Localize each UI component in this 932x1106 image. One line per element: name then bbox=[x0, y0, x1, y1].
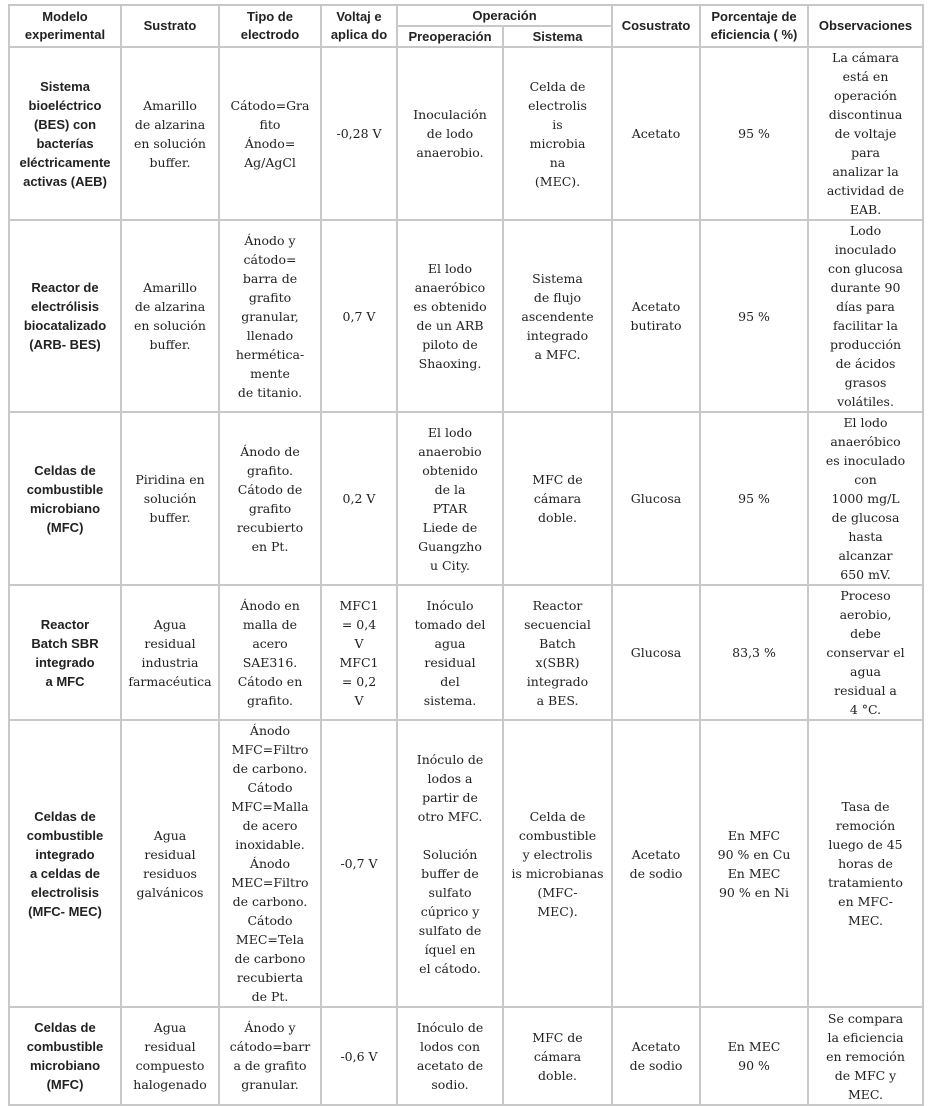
cell-preoperation: El lodo anaerobio obtenido de la PTAR Liede de Guangzho u City. bbox=[397, 412, 503, 585]
cell-system: MFC de cámara doble. bbox=[503, 1007, 612, 1105]
cell-system: Celda de electrolis is microbia na (MEC). bbox=[503, 47, 612, 220]
cell-voltage: MFC1 = 0,4 V MFC1 = 0,2 V bbox=[321, 585, 397, 720]
cell-model: Celdas de combustible integrado a celdas de electrolisis (MFC- MEC) bbox=[9, 720, 121, 1007]
cell-substrate: Amarillo de alzarina en solución buffer. bbox=[121, 220, 219, 412]
cell-electrode: Ánodo y cátodo=barr a de grafito granular. bbox=[219, 1007, 321, 1105]
cell-voltage: -0,28 V bbox=[321, 47, 397, 220]
cell-voltage: 0,7 V bbox=[321, 220, 397, 412]
table-row bbox=[9, 220, 923, 412]
cell-cosubstrate: Glucosa bbox=[612, 585, 700, 720]
cell-substrate: Amarillo de alzarina en solución buffer. bbox=[121, 47, 219, 220]
header-electrode: Tipo de electrodo bbox=[219, 5, 321, 47]
header-voltage: Voltaj e aplica do bbox=[321, 5, 397, 47]
cell-efficiency: 95 % bbox=[700, 412, 808, 585]
cell-electrode: Ánodo y cátodo= barra de grafito granular, llenado hermética- mente de titanio. bbox=[219, 220, 321, 412]
cell-substrate: Agua residual compuesto halogenado bbox=[121, 1007, 219, 1105]
cell-electrode: Ánodo MFC=Filtro de carbono. Cátodo MFC=Malla de acero inoxidable. Ánodo MEC=Filtro de carbono. Cátodo MEC=Tela de carbono recubierta de Pt. bbox=[219, 720, 321, 1007]
header-cosubstrate: Cosustrato bbox=[612, 5, 700, 47]
cell-system: Sistema de flujo ascendente integrado a MFC. bbox=[503, 220, 612, 412]
cell-substrate: Agua residual residuos galvánicos bbox=[121, 720, 219, 1007]
cell-preoperation: Inóculo de lodos a partir de otro MFC. Solución buffer de sulfato cúprico y sulfato de íquel en el cátodo. bbox=[397, 720, 503, 1007]
cell-model: Reactor de electrólisis biocatalizado (ARB- BES) bbox=[9, 220, 121, 412]
cell-substrate: Agua residual industria farmacéutica bbox=[121, 585, 219, 720]
cell-model: Celdas de combustible microbiano (MFC) bbox=[9, 412, 121, 585]
cell-cosubstrate: Glucosa bbox=[612, 412, 700, 585]
cell-voltage: 0,2 V bbox=[321, 412, 397, 585]
cell-system: Celda de combustible y electrolis is microbianas (MFC- MEC). bbox=[503, 720, 612, 1007]
table-row bbox=[9, 412, 923, 585]
cell-electrode: Cátodo=Gra fito Ánodo= Ag/AgCl bbox=[219, 47, 321, 220]
cell-voltage: -0,6 V bbox=[321, 1007, 397, 1105]
header-substrate: Sustrato bbox=[121, 5, 219, 47]
cell-observations: Tasa de remoción luego de 45 horas de tratamiento en MFC- MEC. bbox=[808, 720, 923, 1007]
header-observations: Observaciones bbox=[808, 5, 923, 47]
cell-observations: La cámara está en operación discontinua de voltaje para analizar la actividad de EAB. bbox=[808, 47, 923, 220]
cell-cosubstrate: Acetato butirato bbox=[612, 220, 700, 412]
cell-electrode: Ánodo en malla de acero SAE316. Cátodo en grafito. bbox=[219, 585, 321, 720]
cell-electrode: Ánodo de grafito. Cátodo de grafito recubierto en Pt. bbox=[219, 412, 321, 585]
header-preoperation: Preoperación bbox=[397, 26, 503, 47]
header-system: Sistema bbox=[503, 26, 612, 47]
header-efficiency: Porcentaje de eficiencia ( %) bbox=[700, 5, 808, 47]
cell-efficiency: 95 % bbox=[700, 220, 808, 412]
cell-system: MFC de cámara doble. bbox=[503, 412, 612, 585]
cell-cosubstrate: Acetato de sodio bbox=[612, 720, 700, 1007]
cell-observations: Lodo inoculado con glucosa durante 90 días para facilitar la producción de ácidos grasos volátiles. bbox=[808, 220, 923, 412]
table-row bbox=[9, 47, 923, 220]
header-operation: Operación bbox=[397, 5, 612, 26]
cell-preoperation: Inoculación de lodo anaerobio. bbox=[397, 47, 503, 220]
cell-preoperation: Inóculo de lodos con acetato de sodio. bbox=[397, 1007, 503, 1105]
cell-voltage: -0,7 V bbox=[321, 720, 397, 1007]
cell-cosubstrate: Acetato de sodio bbox=[612, 1007, 700, 1105]
cell-preoperation: El lodo anaeróbico es obtenido de un ARB piloto de Shaoxing. bbox=[397, 220, 503, 412]
cell-substrate: Piridina en solución buffer. bbox=[121, 412, 219, 585]
cell-model: Celdas de combustible microbiano (MFC) bbox=[9, 1007, 121, 1105]
cell-efficiency: 83,3 % bbox=[700, 585, 808, 720]
header-model: Modelo experimental bbox=[9, 5, 121, 47]
cell-model: Reactor Batch SBR integrado a MFC bbox=[9, 585, 121, 720]
cell-efficiency: 95 % bbox=[700, 47, 808, 220]
table-row bbox=[9, 1007, 923, 1105]
cell-model: Sistema bioeléctrico (BES) con bacterías eléctricamente activas (AEB) bbox=[9, 47, 121, 220]
cell-efficiency: En MEC 90 % bbox=[700, 1007, 808, 1105]
cell-observations: El lodo anaeróbico es inoculado con 1000 mg/L de glucosa hasta alcanzar 650 mV. bbox=[808, 412, 923, 585]
experimental-models-table bbox=[8, 4, 924, 1106]
cell-system: Reactor secuencial Batch x(SBR) integrado a BES. bbox=[503, 585, 612, 720]
cell-cosubstrate: Acetato bbox=[612, 47, 700, 220]
table-body bbox=[9, 47, 923, 1105]
cell-efficiency: En MFC 90 % en Cu En MEC 90 % en Ni bbox=[700, 720, 808, 1007]
cell-observations: Se compara la eficiencia en remoción de MFC y MEC. bbox=[808, 1007, 923, 1105]
table-row bbox=[9, 720, 923, 1007]
cell-preoperation: Inóculo tomado del agua residual del sistema. bbox=[397, 585, 503, 720]
table-row bbox=[9, 585, 923, 720]
cell-observations: Proceso aerobio, debe conservar el agua residual a 4 °C. bbox=[808, 585, 923, 720]
